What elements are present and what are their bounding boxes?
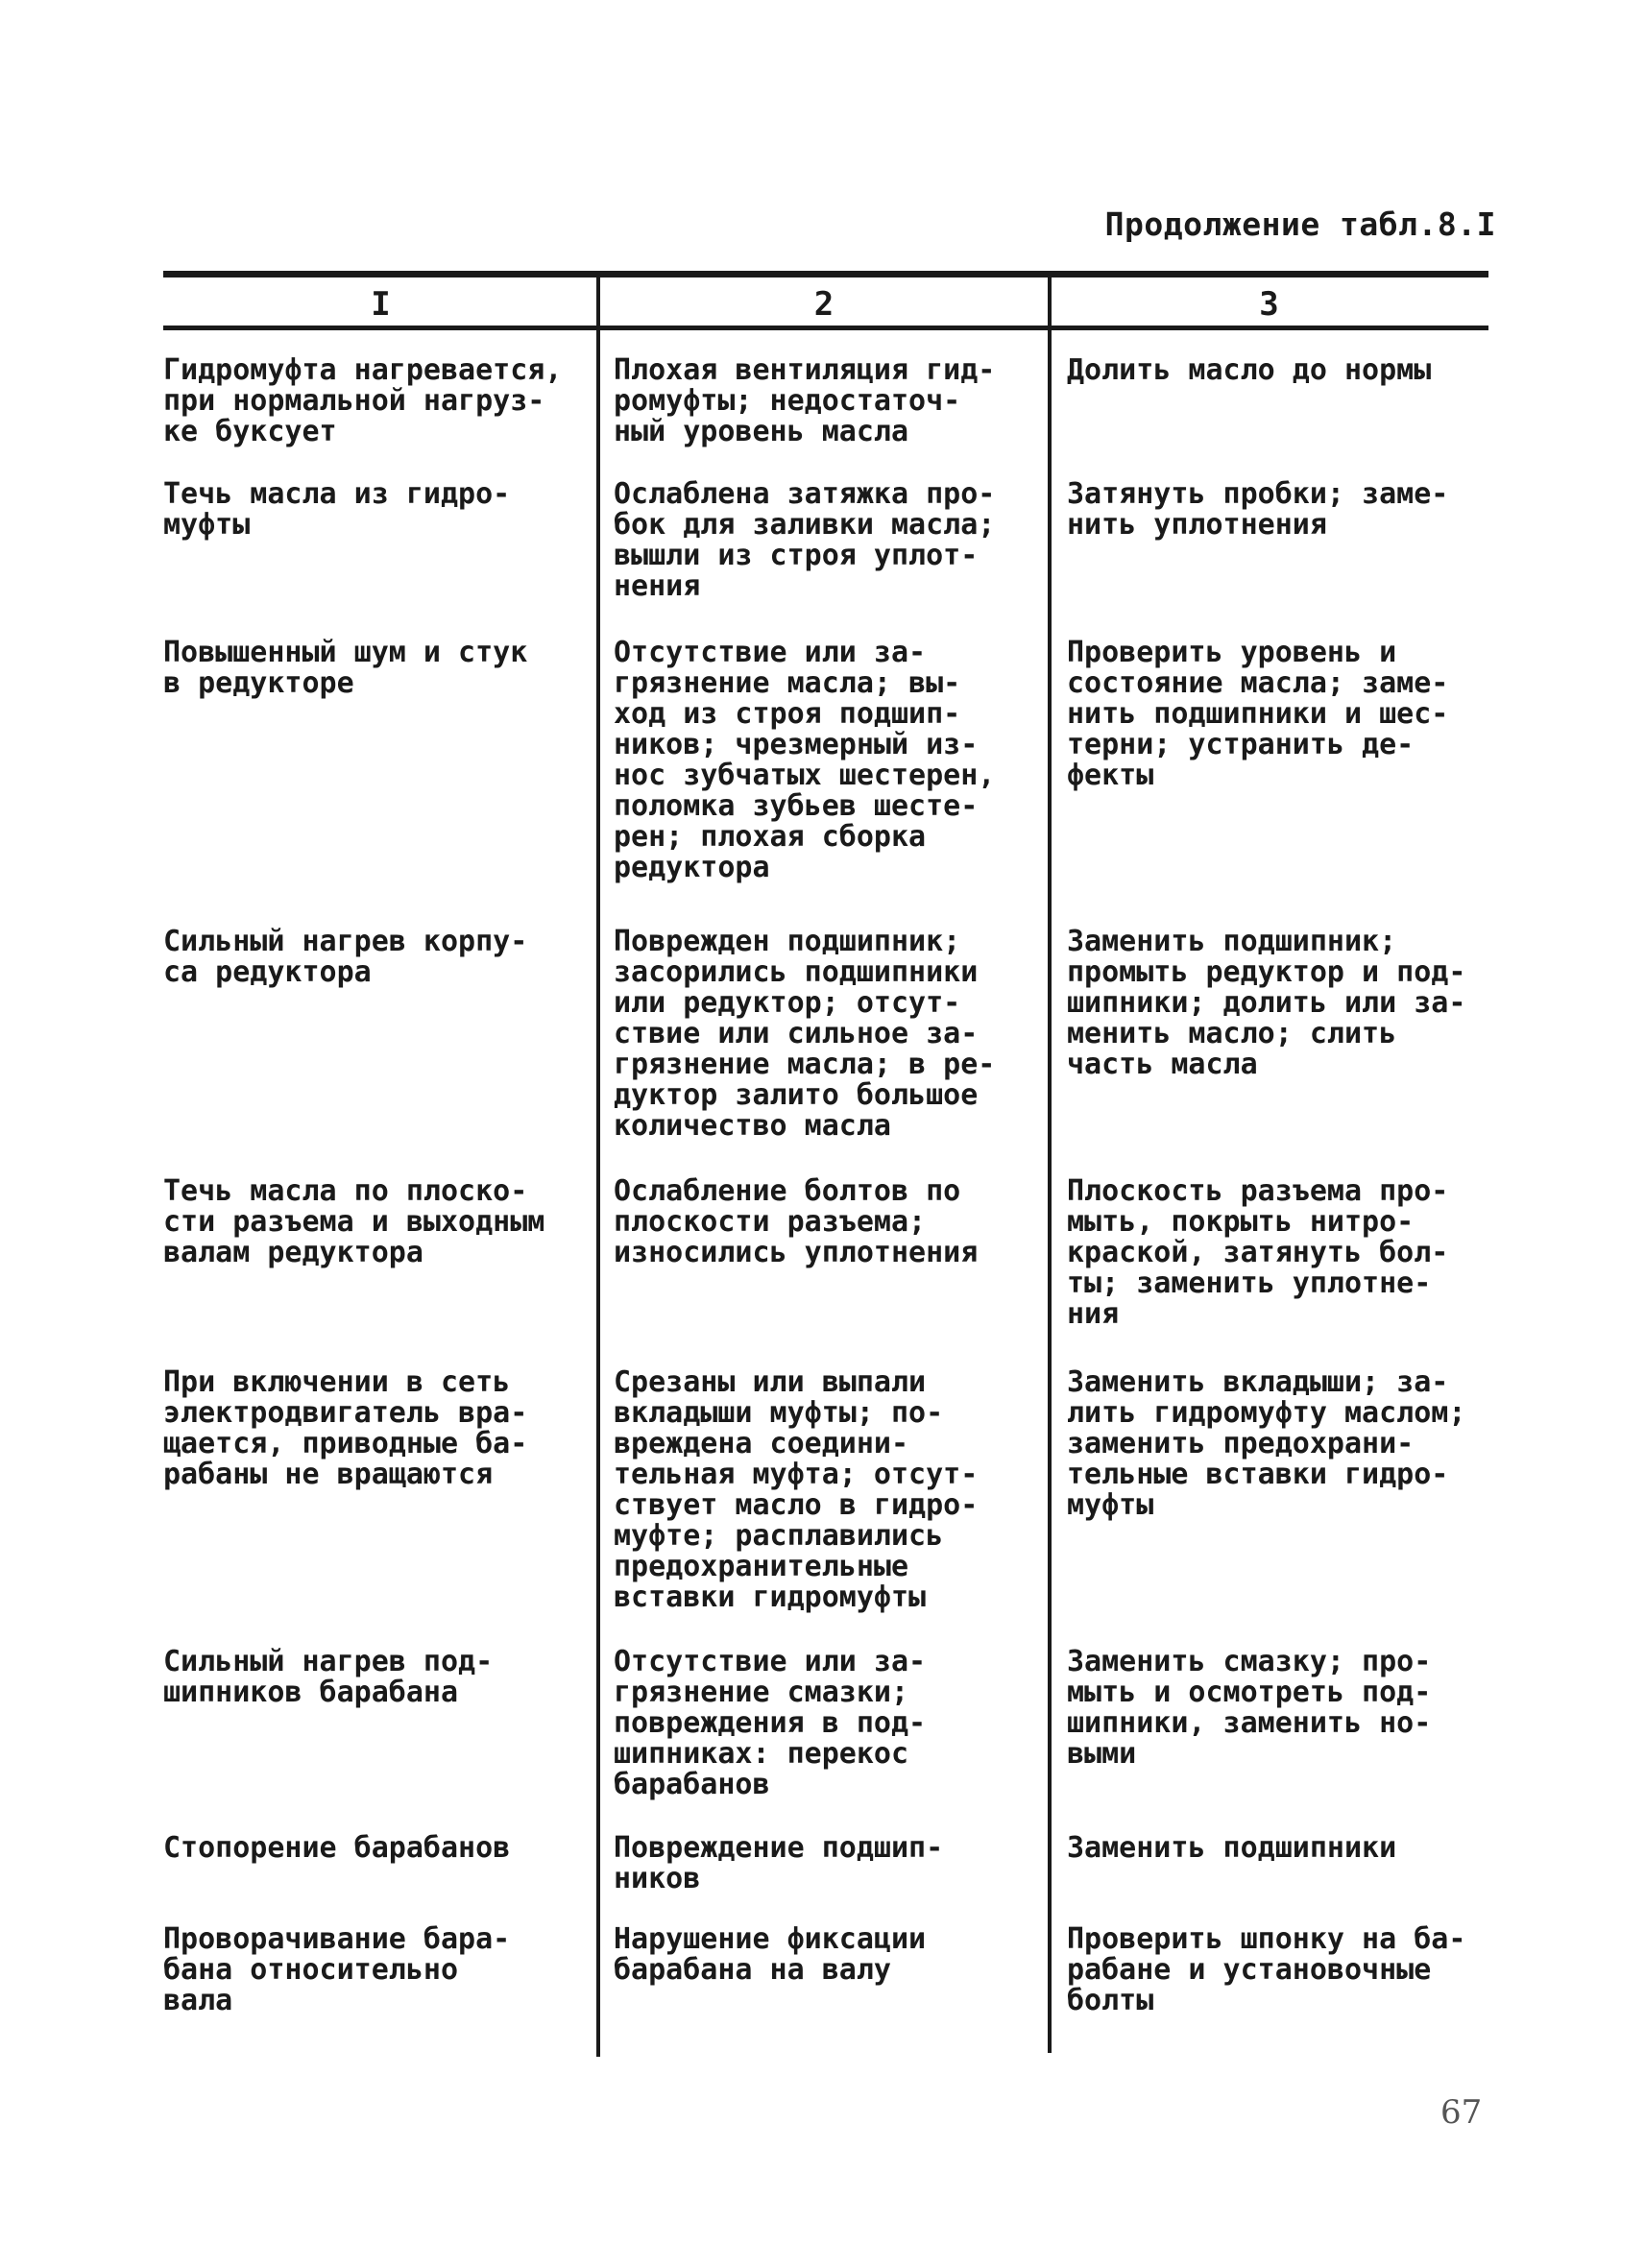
cell-cause: Ослаблена затяжка про- бок для заливки масла; вышли из строя уплот- нения (614, 477, 996, 603)
cell-cause: Нарушение фиксации барабана на валу (614, 1922, 927, 1987)
cell-malfunction: Течь масла из гидро- муфты (163, 477, 511, 542)
table-row (163, 1833, 1488, 1894)
table-row (163, 1176, 1488, 1330)
table-caption: Продолжение табл.8.I (1104, 205, 1496, 243)
cell-cause: Отсутствие или за- грязнение смазки; повреждения в под- шипниках: перекос барабанов (614, 1645, 927, 1801)
cell-remedy: Заменить подшипник; промыть редуктор и под- шипники; долить или за- менить масло; слить часть масла (1067, 925, 1466, 1081)
cell-cause: Отсутствие или за- грязнение масла; вы- ход из строя подшип- ников; чрезмерный из- нос зубчатых шестерен, поломка зубьев шесте- рен; плохая сборка редуктора (614, 636, 996, 884)
cell-cause: Плохая вентиляция гид- ромуфты; недостаточ- ный уровень масла (614, 353, 996, 448)
table-row (163, 638, 1488, 883)
column-divider-1 (596, 271, 600, 2057)
cell-malfunction: Сильный нагрев под- шипников барабана (163, 1645, 494, 1709)
cell-remedy: Заменить вкладыши; за- лить гидромуфту маслом; заменить предохрани- тельные вставки гидро- муфты (1067, 1365, 1466, 1522)
header-col-2: 2 (813, 285, 835, 324)
cell-malfunction: Течь масла по плоско- сти разъема и выходным валам редуктора (163, 1174, 545, 1269)
cell-remedy: Долить масло до нормы (1067, 353, 1432, 387)
column-divider-2 (1048, 271, 1052, 2053)
table-row (163, 1924, 1488, 2016)
cell-remedy: Проверить уровень и состояние масла; заме- нить подшипники и шес- терни; устранить де- фекты (1067, 636, 1449, 792)
table-header-row (163, 277, 1488, 330)
table-row (163, 927, 1488, 1142)
cell-remedy: Плоскость разъема про- мыть, покрыть нитро- краской, затянуть бол- ты; заменить уплотне- ния (1067, 1174, 1449, 1331)
cell-cause: Поврежден подшипник; засорились подшипники или редуктор; отсут- ствие или сильное за- грязнение масла; в ре- дуктор залито большое количество масла (614, 925, 996, 1143)
cell-malfunction: Сильный нагрев корпу- са редуктора (163, 925, 528, 989)
header-col-1: I (371, 285, 391, 324)
cell-remedy: Заменить смазку; про- мыть и осмотреть под- шипники, заменить но- выми (1067, 1645, 1432, 1771)
cell-remedy: Проверить шпонку на ба- рабане и установочные болты (1067, 1922, 1466, 2017)
cell-malfunction: Повышенный шум и стук в редукторе (163, 636, 528, 700)
cell-cause: Повреждение подшип- ников (614, 1831, 944, 1895)
table-row (163, 355, 1488, 447)
table-top-rule (163, 271, 1488, 277)
page-number: 67 (1440, 2093, 1483, 2132)
cell-malfunction: Стопорение барабанов (163, 1831, 511, 1865)
cell-cause: Ослабление болтов по плоскости разъема; износились уплотнения (614, 1174, 979, 1269)
cell-malfunction: При включении в сеть электродвигатель вра- щается, приводные ба- рабаны не вращаются (163, 1365, 528, 1491)
cell-remedy: Затянуть пробки; заме- нить уплотнения (1067, 477, 1449, 542)
cell-malfunction: Гидромуфта нагревается, при нормальной нагруз- ке буксует (163, 353, 563, 448)
header-col-3: 3 (1259, 285, 1279, 324)
table-row (163, 479, 1488, 602)
cell-remedy: Заменить подшипники (1067, 1831, 1397, 1865)
table-row (163, 1367, 1488, 1613)
troubleshooting-table (163, 271, 1488, 2016)
table-row (163, 1647, 1488, 1800)
cell-cause: Срезаны или выпали вкладыши муфты; по- вреждена соедини- тельная муфта; отсут- ствует масло в гидро- муфте; расплавились предохранительные вставки гидромуфты (614, 1365, 979, 1614)
cell-malfunction: Проворачивание бара- бана относительно вала (163, 1922, 511, 2017)
